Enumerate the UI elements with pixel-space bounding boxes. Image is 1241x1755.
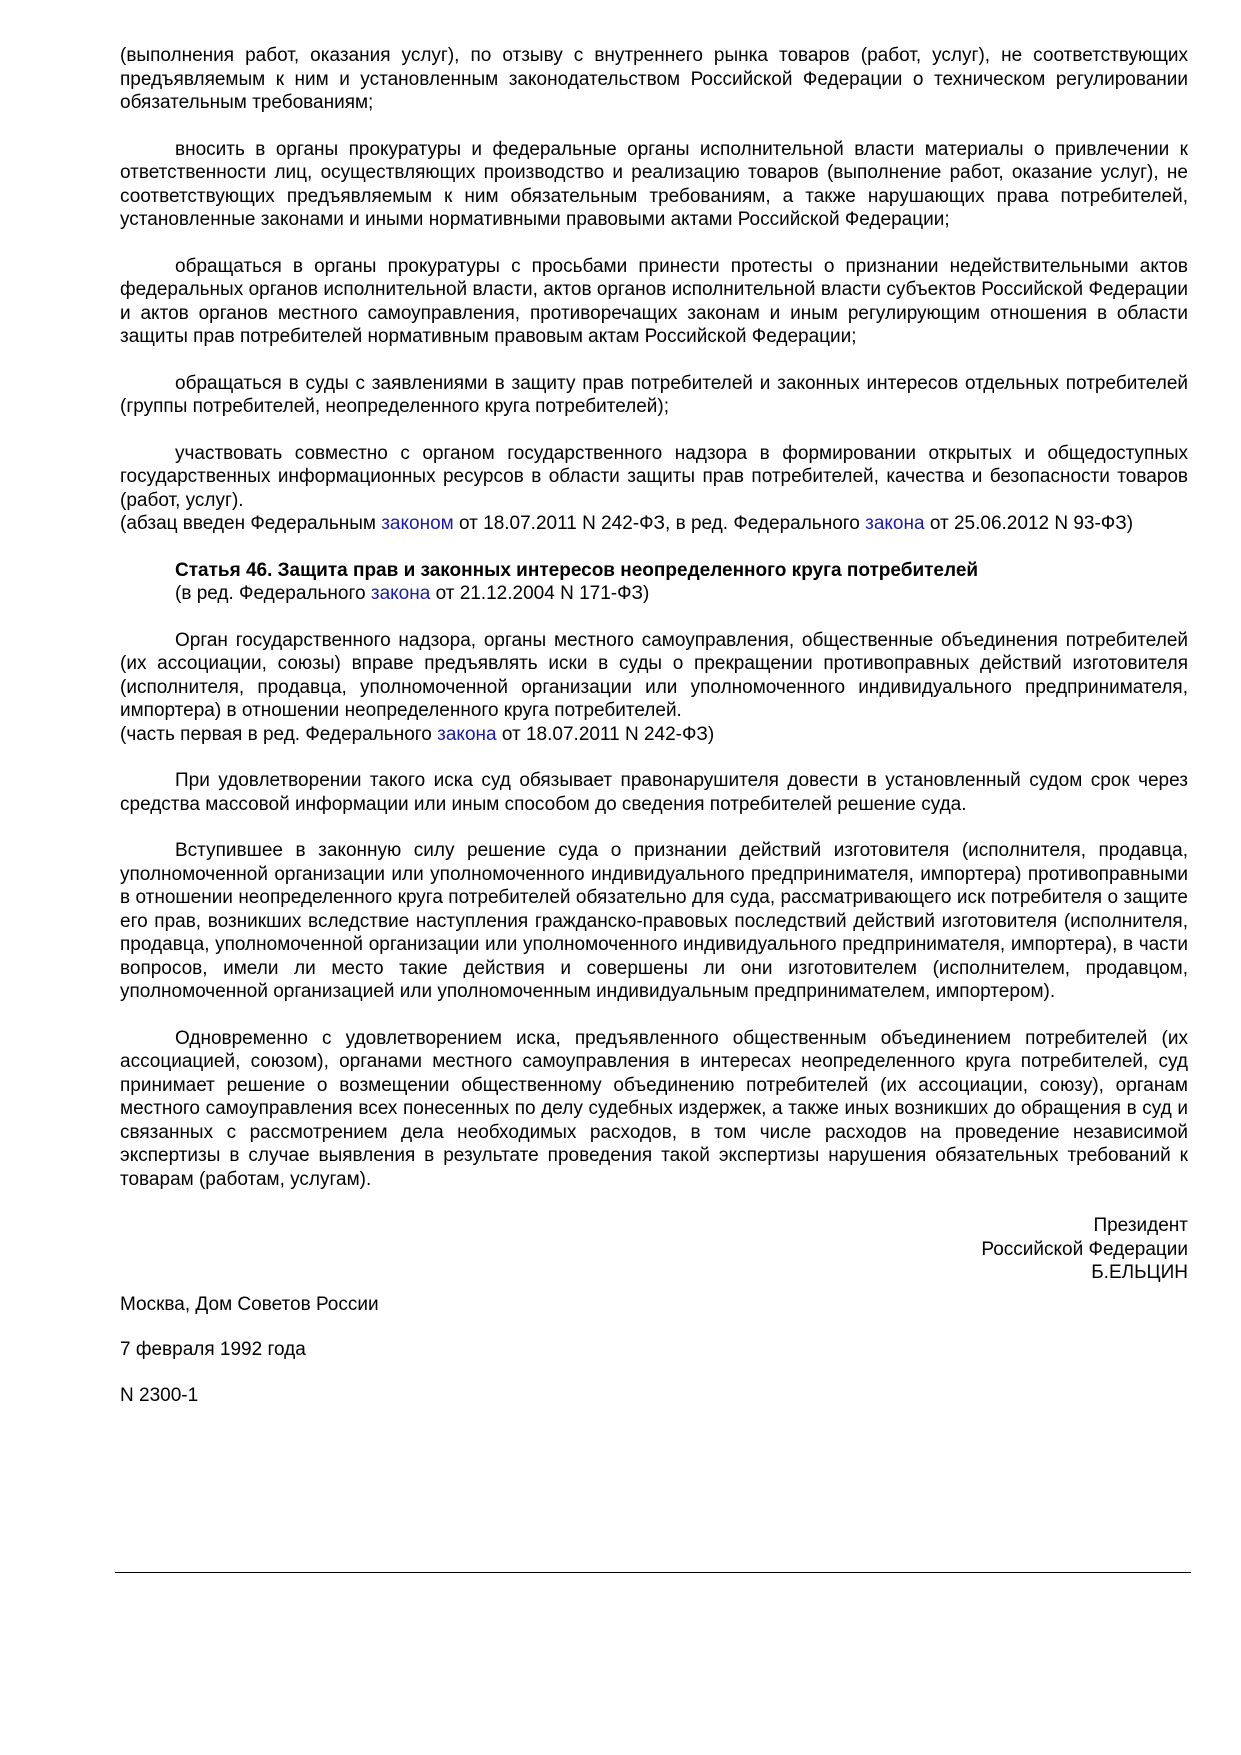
note-text: (в ред. Федерального	[175, 583, 371, 604]
law-link[interactable]: закона	[865, 513, 925, 534]
paragraph: обращаться в органы прокуратуры с просьбами принести протесты о признании недействительными актов федеральных органов исполнительной власти, актов органов исполнительной власти субъектов Российской Федерации и актов органов местного самоуправления, противоречащих законам и иным регулирующим отношения в области защиты прав потребителей нормативным правовым актам Российской Федерации;	[120, 255, 1188, 347]
article-amendment-note	[120, 582, 1188, 606]
amendment-note	[120, 723, 1188, 747]
paragraph: (выполнения работ, оказания услуг), по отзыву с внутреннего рынка товаров (работ, услуг), не соответствующих предъявляемым к ним и установленным законодательством Российской Федерации о техническом регулировании обязательным требованиям;	[120, 45, 1188, 113]
signature-name: Б.ЕЛЬЦИН	[1091, 1262, 1188, 1283]
note-text: от 21.12.2004 N 171-ФЗ)	[430, 583, 650, 604]
note-text: от 18.07.2011 N 242-ФЗ)	[496, 723, 715, 745]
article-title: Статья 46. Защита прав и законных интересов неопределенного круга потребителей	[175, 559, 979, 581]
law-link[interactable]: закона	[437, 723, 497, 745]
note-text: от 18.07.2011 N 242-ФЗ, в ред. Федерального	[453, 513, 866, 534]
note-text: (часть первая в ред. Федерального	[120, 723, 438, 745]
paragraph: участвовать совместно с органом государственного надзора в формировании открытых и общедоступных государственных информационных ресурсов в области защиты прав потребителей, качества и безопасности товаров (работ, услуг).	[120, 442, 1188, 511]
paragraph: Орган государственного надзора, органы местного самоуправления, общественные объединения потребителей (их ассоциации, союзы) вправе предъявлять иски в суды о прекращении противоправных действий изготовителя (исполнителя, продавца, уполномоченной организации или уполномоченного индивидуального предпринимателя, импортера) в отношении неопределенного круга потребителей.	[120, 629, 1188, 721]
document-page	[120, 44, 1188, 1429]
note-text: от 25.06.2012 N 93-ФЗ)	[924, 513, 1134, 534]
signature-title: Президент	[1093, 1215, 1188, 1236]
amendment-note	[120, 512, 1188, 536]
paragraph: обращаться в суды с заявлениями в защиту прав потребителей и законных интересов отдельных потребителей (группы потребителей, неопределенного круга потребителей);	[120, 372, 1188, 417]
date: 7 февраля 1992 года	[120, 1339, 306, 1360]
law-link[interactable]: закона	[370, 583, 431, 604]
signature-block	[120, 1214, 1188, 1285]
note-text: (абзац введен Федеральным	[120, 513, 382, 534]
law-link[interactable]: законом	[381, 513, 454, 534]
paragraph: При удовлетворении такого иска суд обязывает правонарушителя довести в установленный судом срок через средства массовой информации или иным способом до сведения потребителей решение суда.	[120, 770, 1188, 815]
paragraph: Вступившее в законную силу решение суда о признании действий изготовителя (исполнителя, продавца, уполномоченной организации или уполномоченного индивидуального предпринимателя, импортера) противоправными в отношении неопределенного круга потребителей обязательно для суда, рассматривающего иск потребителя о защите его прав, возникших вследствие наступления гражданско-правовых последствий действий изготовителя (исполнителя, продавца, уполномоченной организации или уполномоченного индивидуального предпринимателя, импортера), в части вопросов, имели ли место такие действия и совершены ли они изготовителем (исполнителем, продавцом, уполномоченной организацией или уполномоченным индивидуальным предпринимателем, импортером).	[120, 840, 1188, 1002]
footer-divider	[115, 1572, 1191, 1573]
paragraph: Одновременно с удовлетворением иска, предъявленного общественным объединением потребителей (их ассоциацией, союзом), органами местного самоуправления в интересах неопределенного круга потребителей, суд принимает решение о возмещении общественному объединению потребителей (их ассоциации, союзу), органам местного самоуправления всех понесенных по делу судебных издержек, а также иных возникших до обращения в суд и связанных с рассмотрением дела необходимых расходов, в том числе расходов на проведение независимой экспертизы в случае выявления в результате проведения такой экспертизы нарушения обязательных требований к товарам (работам, услугам).	[120, 1027, 1188, 1190]
signature-country: Российской Федерации	[981, 1238, 1188, 1260]
document-number: N 2300-1	[120, 1384, 199, 1406]
paragraph: вносить в органы прокуратуры и федеральные органы исполнительной власти материалы о привлечении к ответственности лиц, осуществляющих производство и реализацию товаров (выполнение работ, оказание услуг), не соответствующих предъявляемым к ним обязательным требованиям, а также нарушающих права потребителей, установленные законами и иными нормативными правовыми актами Российской Федерации;	[120, 138, 1188, 230]
place: Москва, Дом Советов России	[120, 1293, 379, 1315]
